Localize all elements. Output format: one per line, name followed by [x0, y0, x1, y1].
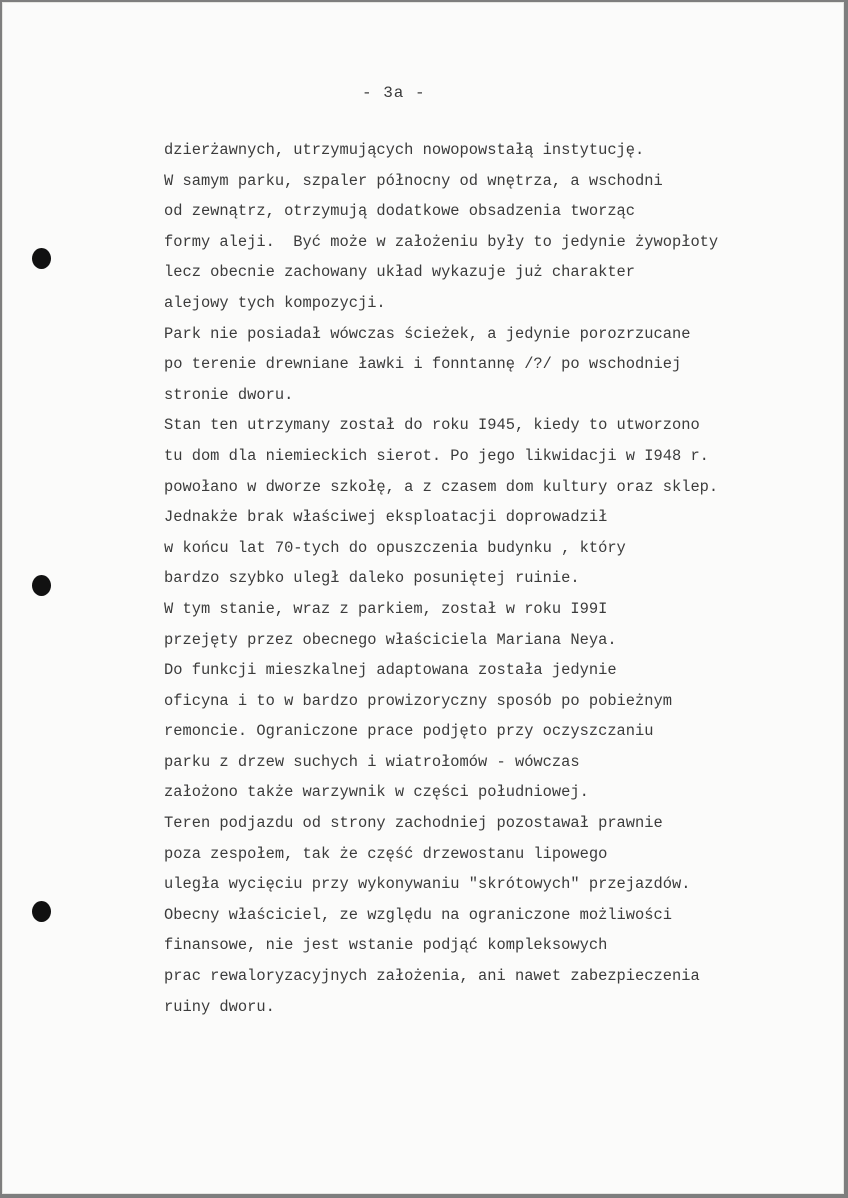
text-line: W samym parku, szpaler północny od wnętrza, a wschodni [164, 171, 663, 190]
text-line: remoncie. Ograniczone prace podjęto przy oczyszczaniu [164, 722, 654, 741]
document-page [2, 2, 844, 1194]
punch-hole-middle [32, 575, 51, 596]
text-line: Teren podjazdu od strony zachodniej pozostawał prawnie [164, 814, 663, 833]
text-line: formy aleji. Być może w założeniu były to jedynie żywopłoty [164, 232, 719, 251]
text-line: Stan ten utrzymany został do roku I945, kiedy to utworzono [164, 416, 700, 435]
text-line: stronie dworu. [164, 385, 294, 404]
typewritten-body [164, 135, 814, 1022]
text-line: Park nie posiadał wówczas ścieżek, a jedynie porozrzucane [164, 324, 691, 343]
text-line: parku z drzew suchych i wiatrołomów - wówczas [164, 752, 580, 771]
text-line: uległa wycięciu przy wykonywaniu "skrótowych" przejazdów. [164, 875, 691, 894]
text-line: w końcu lat 70-tych do opuszczenia budynku , który [164, 538, 626, 557]
text-line: powołano w dworze szkołę, a z czasem dom kultury oraz sklep. [164, 477, 719, 496]
punch-hole-bottom [32, 901, 51, 922]
text-line: po terenie drewniane ławki i fonntannę /?/ po wschodniej [164, 355, 682, 374]
text-line: Obecny właściciel, ze względu na ograniczone możliwości [164, 905, 672, 924]
punch-hole-top [32, 248, 51, 269]
text-line: finansowe, nie jest wstanie podjąć kompleksowych [164, 936, 608, 955]
text-line: alejowy tych kompozycji. [164, 293, 386, 312]
text-line: prac rewaloryzacyjnych założenia, ani nawet zabezpieczenia [164, 967, 700, 986]
text-line: W tym stanie, wraz z parkiem, został w roku I99I [164, 599, 608, 618]
text-line: bardzo szybko uległ daleko posuniętej ruinie. [164, 569, 580, 588]
text-line: ruiny dworu. [164, 997, 275, 1016]
text-line: przejęty przez obecnego właściciela Mariana Neya. [164, 630, 617, 649]
text-line: poza zespołem, tak że część drzewostanu lipowego [164, 844, 608, 863]
page-number: - 3a - [362, 84, 426, 102]
text-line: od zewnątrz, otrzymują dodatkowe obsadzenia tworząc [164, 202, 636, 221]
text-line: lecz obecnie zachowany układ wykazuje już charakter [164, 263, 636, 282]
text-line: Jednakże brak właściwej eksploatacji doprowadził [164, 508, 608, 527]
text-line: tu dom dla niemieckich sierot. Po jego likwidacji w I948 r. [164, 446, 709, 465]
text-line: dzierżawnych, utrzymujących nowopowstałą instytucję. [164, 141, 645, 159]
text-line: założono także warzywnik w części południowej. [164, 783, 589, 802]
text-line: Do funkcji mieszkalnej adaptowana została jedynie [164, 661, 617, 680]
text-line: oficyna i to w bardzo prowizoryczny sposób po pobieżnym [164, 691, 672, 710]
